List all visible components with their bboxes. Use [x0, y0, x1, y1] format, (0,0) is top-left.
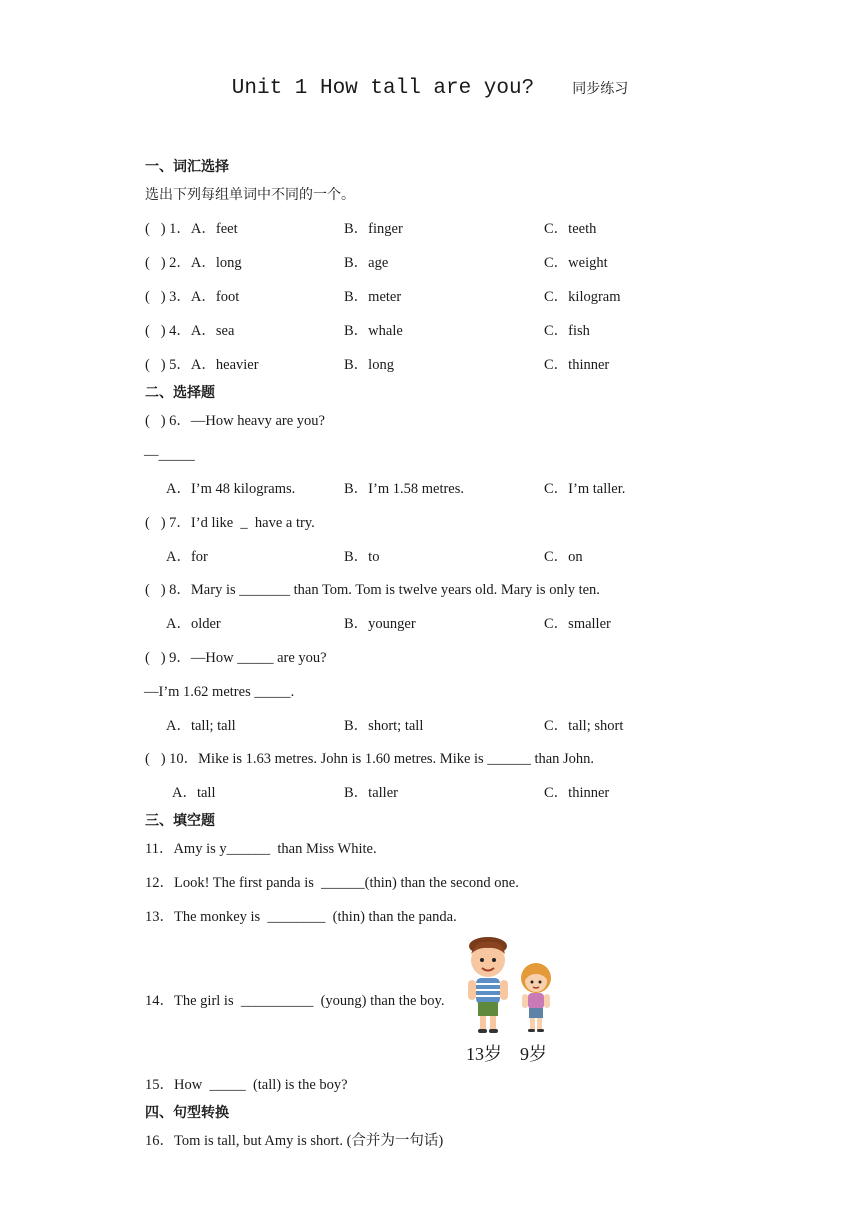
option-6b: B．I’m 1.58 metres. — [344, 481, 465, 497]
section-4-heading: 四、句型转换 — [145, 1105, 229, 1121]
option-5b: B．long — [344, 357, 394, 373]
option-8b: B．younger — [344, 616, 416, 632]
question-8: ( ) 8．Mary is _______ than Tom. Tom is twelve years old. Mary is only ten. — [145, 582, 600, 598]
question-3: ( ) 3．A．foot — [145, 289, 240, 305]
option-9c: C．tall; short — [544, 718, 624, 734]
question-9-answer-line: —I’m 1.62 metres _____. — [144, 684, 295, 700]
section-2-heading: 二、选择题 — [145, 385, 215, 401]
question-14: 14．The girl is __________ (young) than the boy. — [145, 993, 445, 1009]
option-8a: A．older — [166, 616, 221, 632]
question-5: ( ) 5．A．heavier — [145, 357, 259, 373]
question-15: 15．How _____ (tall) is the boy? — [145, 1077, 348, 1093]
title-english: Unit 1 How tall are you? — [231, 77, 535, 100]
option-8c: C．smaller — [544, 616, 611, 632]
option-9a: A．tall; tall — [166, 718, 236, 734]
option-3b: B．meter — [344, 289, 402, 305]
question-12: 12．Look! The first panda is ______(thin) than the second one. — [145, 875, 519, 891]
section-1-heading: 一、词汇选择 — [145, 159, 229, 175]
question-1: ( ) 1．A．feet — [145, 221, 238, 237]
option-7c: C．on — [544, 549, 583, 565]
question-4: ( ) 4．A．sea — [145, 323, 235, 339]
section-3-heading: 三、填空题 — [145, 813, 215, 829]
question-10: ( ) 10．Mike is 1.63 metres. John is 1.60 metres. Mike is ______ than John. — [145, 751, 595, 767]
option-6a: A．I’m 48 kilograms. — [166, 481, 296, 497]
question-6: ( ) 6．—How heavy are you? — [145, 413, 325, 429]
option-10c: C．thinner — [544, 785, 610, 801]
question-7: ( ) 7．I’d like _ have a try. — [145, 515, 315, 531]
title-chinese: 同步练习 — [572, 81, 629, 97]
option-2c: C．weight — [544, 255, 608, 271]
question-11: 11．Amy is y______ than Miss White. — [145, 841, 377, 857]
girl-age-label: 9岁 — [520, 1044, 547, 1064]
option-3c: C．kilogram — [544, 289, 621, 305]
option-5c: C．thinner — [544, 357, 610, 373]
option-7b: B．to — [344, 549, 380, 565]
boy-age-label: 13岁 — [466, 1044, 502, 1064]
option-2b: B．age — [344, 255, 389, 271]
question-2: ( ) 2．A．long — [145, 255, 242, 271]
girl-figure — [521, 963, 551, 1032]
option-4c: C．fish — [544, 323, 590, 339]
section-1-instruction: 选出下列每组单词中不同的一个。 — [145, 187, 355, 203]
option-9b: B．short; tall — [344, 718, 424, 734]
option-10a: A．tall — [172, 785, 216, 801]
option-1b: B．finger — [344, 221, 403, 237]
question-9: ( ) 9．—How _____ are you? — [145, 650, 327, 666]
option-4b: B．whale — [344, 323, 403, 339]
option-7a: A．for — [166, 549, 208, 565]
option-6c: C．I’m taller. — [544, 481, 626, 497]
question-16: 16．Tom is tall, but Amy is short. (合并为一句话) — [145, 1133, 444, 1149]
question-6-answer-line: —_____ — [144, 447, 195, 463]
boy-figure — [468, 937, 508, 1033]
page-title — [0, 74, 860, 100]
option-1c: C．teeth — [544, 221, 597, 237]
question-13: 13．The monkey is ________ (thin) than the panda. — [145, 909, 457, 925]
option-10b: B．taller — [344, 785, 398, 801]
